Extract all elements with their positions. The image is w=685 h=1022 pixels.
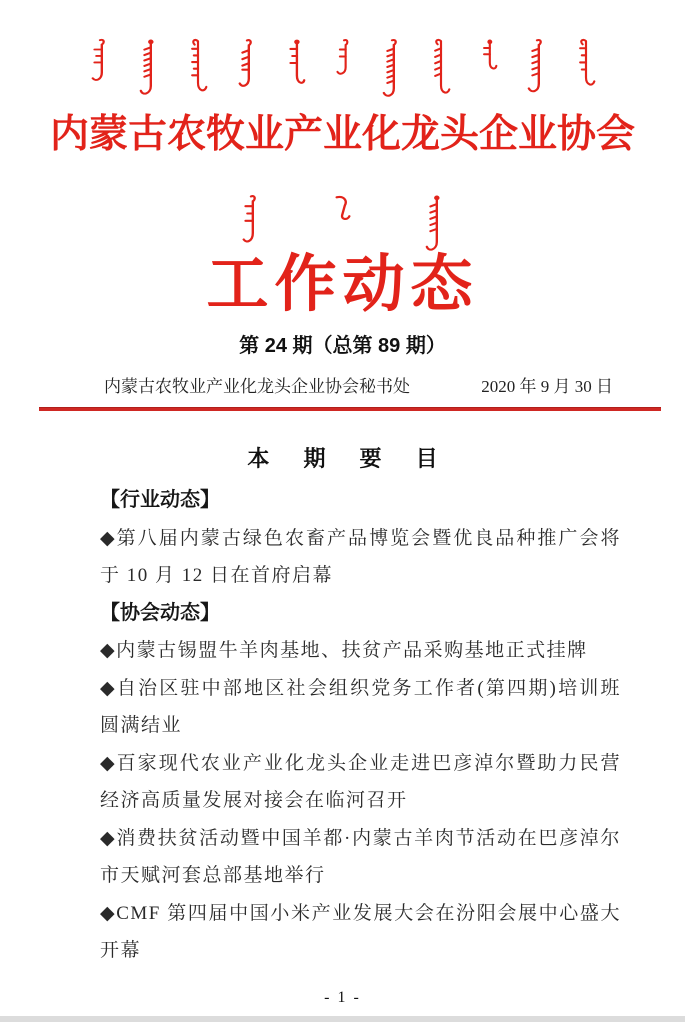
toc-item: ◆百家现代农业产业化龙头企业走进巴彦淖尔暨助力民营经济高质量发展对接会在临河召开 [100,752,621,811]
toc-item: ◆内蒙古锡盟牛羊肉基地、扶贫产品采购基地正式挂牌 [100,640,588,661]
toc-item: ◆自治区驻中部地区社会组织党务工作者(第四期)培训班圆满结业 [100,677,621,736]
mongolian-word-icon [480,38,498,72]
mongolian-word-icon [333,194,353,222]
toc-section-industry: 【行业动态】 [100,489,220,511]
mongolian-word-icon [527,38,547,96]
publisher-name: 内蒙古农牧业产业化龙头企业协会秘书处 [104,377,410,396]
toc-heading: 本 期 要 目 [247,446,452,471]
org-title: 内蒙古农牧业产业化龙头企业协会 [49,113,635,156]
mongolian-word-icon [382,38,402,102]
bulletin-title: 工作动态 [206,251,479,319]
toc-item: ◆消费扶贫活动暨中国羊都·内蒙古羊肉节活动在巴彦淖尔市天赋河套总部基地举行 [100,827,621,886]
mongolian-word-icon [425,194,445,256]
mongolian-word-icon [286,38,306,88]
page-edge-strip [0,1016,685,1022]
mongolian-word-icon [241,194,261,246]
toc-item: ◆第八届内蒙古绿色农畜产品博览会暨优良品种推广会将于 10 月 12 日在首府启幕 [100,527,621,586]
mongolian-script-row-middle [0,194,685,256]
publisher-row [104,374,613,400]
mongolian-word-icon [431,38,451,98]
toc-item: ◆CMF 第四届中国小米产业发展大会在汾阳会展中心盛大开幕 [100,902,621,961]
toc-section-association: 【协会动态】 [100,601,220,624]
mongolian-word-icon [188,38,208,96]
mongolian-word-icon [139,38,159,100]
toc-list [100,482,621,970]
mongolian-word-icon [90,38,110,84]
mongolian-script-row-top [0,38,685,102]
publish-date: 2020 年 9 月 30 日 [481,377,613,396]
issue-number: 第 24 期（总第 89 期） [239,335,446,357]
mongolian-word-icon [237,38,257,90]
red-divider-rule [39,407,661,411]
page-number: - 1 - [324,988,361,1006]
mongolian-word-icon [335,38,353,78]
mongolian-word-icon [576,38,596,90]
bulletin-page [0,38,685,1022]
